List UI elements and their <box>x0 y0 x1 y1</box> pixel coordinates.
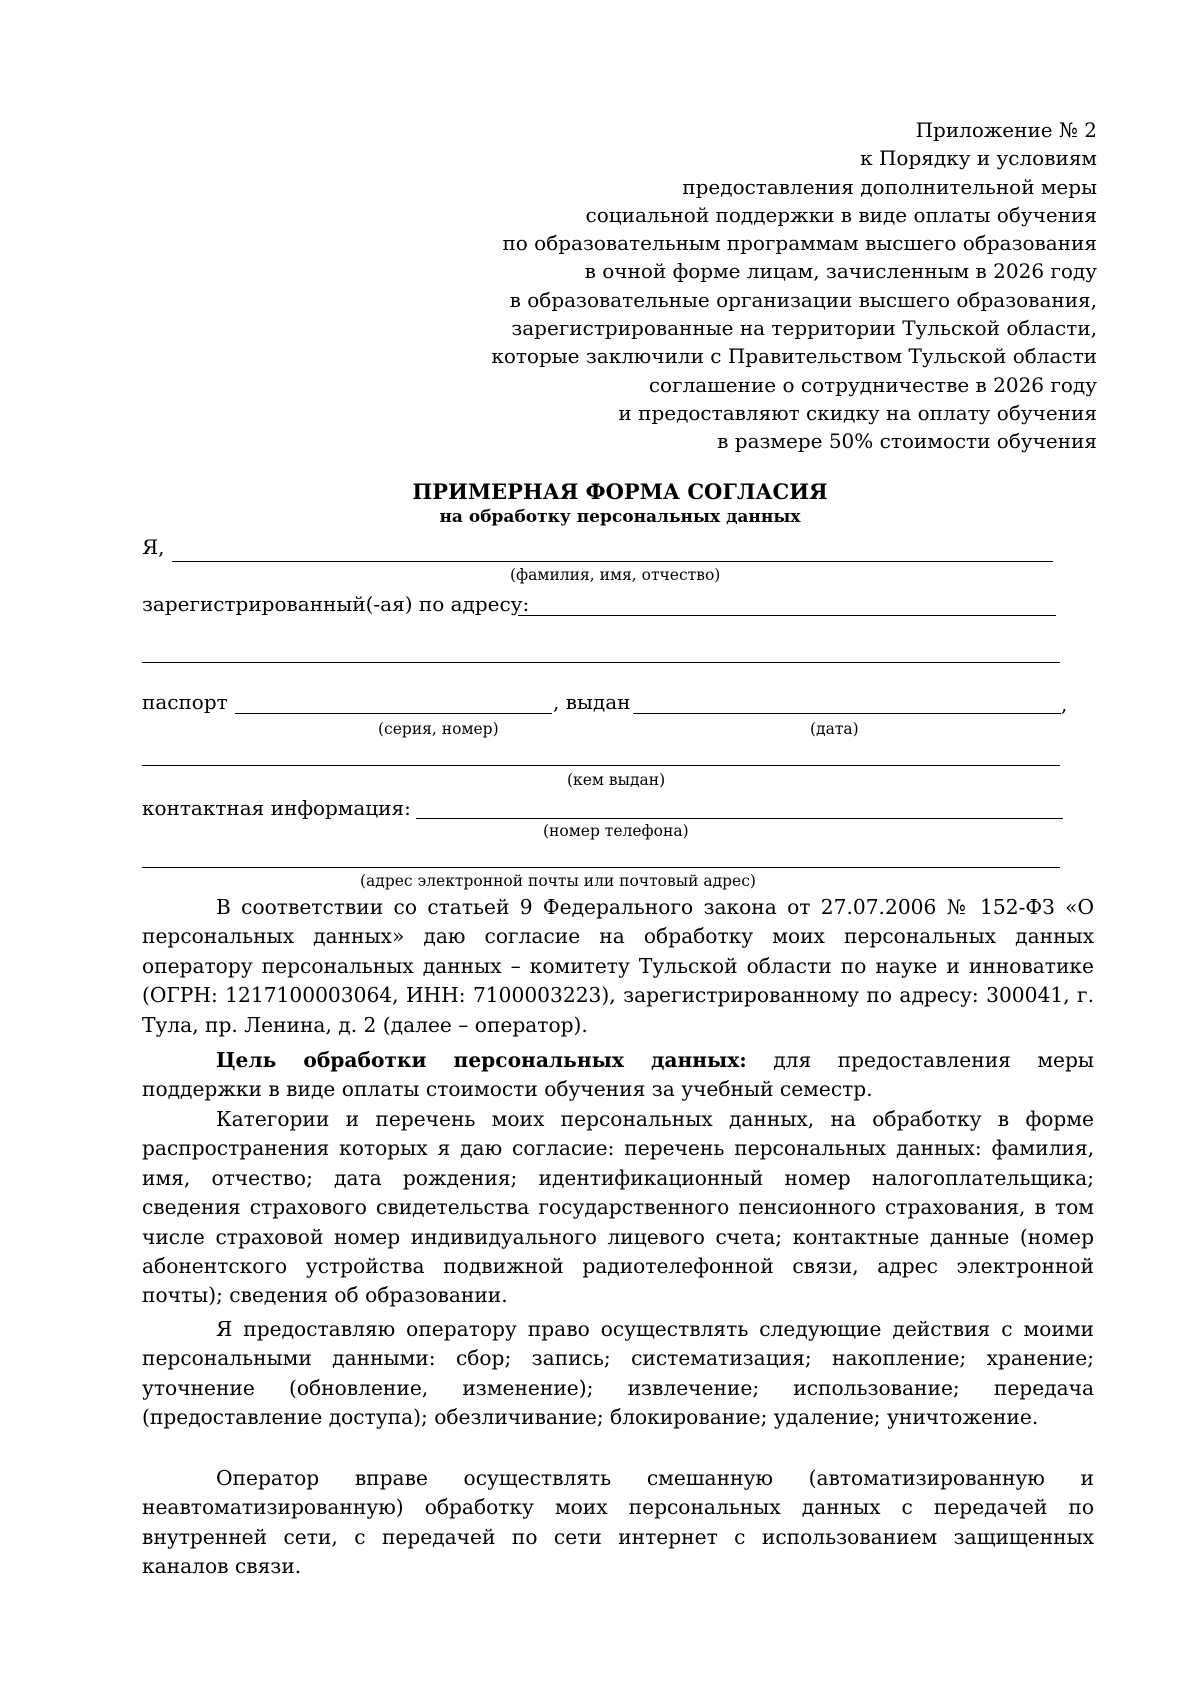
purpose-heading: Цель обработки персональных данных: <box>216 1048 747 1072</box>
issued-by-caption: (кем выдан) <box>567 771 666 789</box>
header-line: к Порядку и условиям <box>860 146 1097 171</box>
date-caption: (дата) <box>810 720 859 738</box>
issue-date-field[interactable] <box>633 713 1061 714</box>
paragraph-purpose <box>142 1046 1094 1105</box>
email-caption: (адрес электронной почты или почтовый адрес) <box>360 872 756 890</box>
address-label: зарегистрированный(-ая) по адресу: <box>142 592 530 616</box>
issued-by-field[interactable] <box>142 765 1060 766</box>
header-line: в размере 50% стоимости обучения <box>717 429 1097 454</box>
paragraph-text: Категории и перечень моих персональных данных, на обработку в форме распространения которых я даю согласие: перечень персональных данных: фамилия, имя, отчество; дата рождения; идентификационный номер налогоплательщика; сведения страхового свидетельства государственного пенсионного страхования, в том числе страховой номер индивидуального лицевого счета; контактные данные (номер абонентского устройства подвижной радиотелефонной связи, адрес электронной почты); сведения об образовании. <box>142 1107 1094 1308</box>
header-line: в образовательные организации высшего образования, <box>509 287 1097 312</box>
document-title: ПРИМЕРНАЯ ФОРМА СОГЛАСИЯ <box>412 479 828 504</box>
phone-field[interactable] <box>416 818 1063 819</box>
paragraph-categories <box>142 1105 1094 1311</box>
contact-label: контактная информация: <box>142 796 411 820</box>
phone-caption: (номер телефона) <box>543 822 689 840</box>
passport-label: паспорт <box>142 690 228 714</box>
paragraph-text: для предоставления меры поддержки в виде оплаты стоимости обучения за учебный семестр. <box>142 1048 1094 1102</box>
header-line: Приложение № 2 <box>915 118 1097 142</box>
issued-label: , выдан <box>553 690 631 714</box>
address-field-continued[interactable] <box>142 662 1060 663</box>
email-field[interactable] <box>142 867 1060 868</box>
fio-caption: (фамилия, имя, отчество) <box>510 566 721 584</box>
paragraph-actions <box>142 1315 1094 1433</box>
document-subtitle: на обработку персональных данных <box>439 507 801 527</box>
paragraph-text: В соответствии со статьей 9 Федерального закона от 27.07.2006 № 152-ФЗ «О персональных данных» даю согласие на обработку моих персональных данных оператору персональных данных – комитету Тульской области по науке и инноватике (ОГРН: 1217100003064, ИНН: 7100003223), зарегистрированному по адресу: 300041, г. Тула, пр. Ленина, д. 2 (далее – оператор). <box>142 895 1094 1037</box>
paragraph-legal-basis <box>142 893 1094 1040</box>
header-line: зарегистрированные на территории Тульской области, <box>511 316 1097 341</box>
header-line: по образовательным программам высшего образования <box>502 231 1097 256</box>
header-line: социальной поддержки в виде оплаты обучения <box>585 202 1097 227</box>
appendix-header <box>397 116 1097 456</box>
paragraph-text: Оператор вправе осуществлять смешанную (автоматизированную и неавтоматизированную) обработку моих персональных данных с передачей по внутренней сети, с передачей по сети интернет с использованием защищенных каналов связи. <box>142 1466 1094 1579</box>
fio-field[interactable] <box>172 561 1053 562</box>
paragraph-text: Я предоставляю оператору право осуществлять следующие действия с моими персональными данными: сбор; запись; систематизация; накопление; хранение; уточнение (обновление, изменение); извлечение; использование; передача (предоставление доступа); обезличивание; блокирование; удаление; уничтожение. <box>142 1317 1094 1430</box>
header-line: предоставления дополнительной меры <box>682 174 1097 199</box>
header-line: в очной форме лицам, зачисленным в 2026 году <box>584 259 1097 284</box>
i-label: Я, <box>142 535 165 559</box>
address-field[interactable] <box>518 615 1056 616</box>
comma-mark: , <box>1061 692 1068 716</box>
header-line: и предоставляют скидку на оплату обучения <box>618 400 1097 425</box>
header-line: соглашение о сотрудничестве в 2026 году <box>648 372 1097 397</box>
passport-series-field[interactable] <box>235 713 552 714</box>
series-caption: (серия, номер) <box>378 720 499 738</box>
paragraph-processing <box>142 1464 1094 1582</box>
header-line: которые заключили с Правительством Тульской области <box>491 344 1097 369</box>
